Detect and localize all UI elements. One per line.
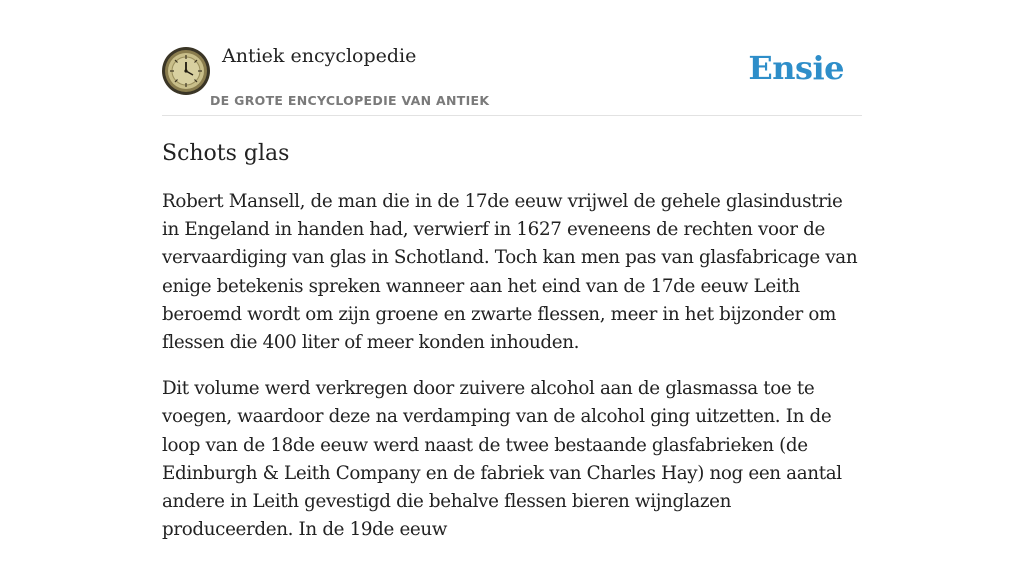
- article-title: Schots glas: [162, 141, 290, 166]
- article: [162, 138, 862, 562]
- ensie-brand-link[interactable]: Ensie: [748, 49, 844, 87]
- antique-clock-icon[interactable]: [162, 47, 210, 95]
- site-title-link[interactable]: Antiek encyclopedie: [222, 45, 417, 67]
- site-subtitle: DE GROTE ENCYCLOPEDIE VAN ANTIEK: [210, 93, 490, 108]
- article-paragraph: Dit volume werd verkregen door zuivere alcohol aan de glasmassa toe te voegen, waardoor deze na verdamping van de alcohol ging uitzetten. In de loop van de 18de eeuw werd naast de twee bestaande glasfabrieken (de Edinburgh & Leith Company en de fabriek van Charles Hay) nog een aantal andere in Leith gevestigd die behalve flessen bieren wijnglazen produceerden. In de 19de eeuw: [162, 378, 842, 541]
- article-paragraph: Robert Mansell, de man die in de 17de eeuw vrijwel de gehele glasindustrie in Engeland in handen had, verwierf in 1627 eveneens de rechten voor de vervaardiging van glas in Schotland. Toch kan men pas van glasfabricage van enige betekenis spreken wanneer aan het eind van de 17de eeuw Leith beroemd wordt om zijn groene en zwarte flessen, meer in het bijzonder om flessen die 400 liter of meer konden inhouden.: [162, 191, 858, 354]
- site-header: [162, 0, 862, 116]
